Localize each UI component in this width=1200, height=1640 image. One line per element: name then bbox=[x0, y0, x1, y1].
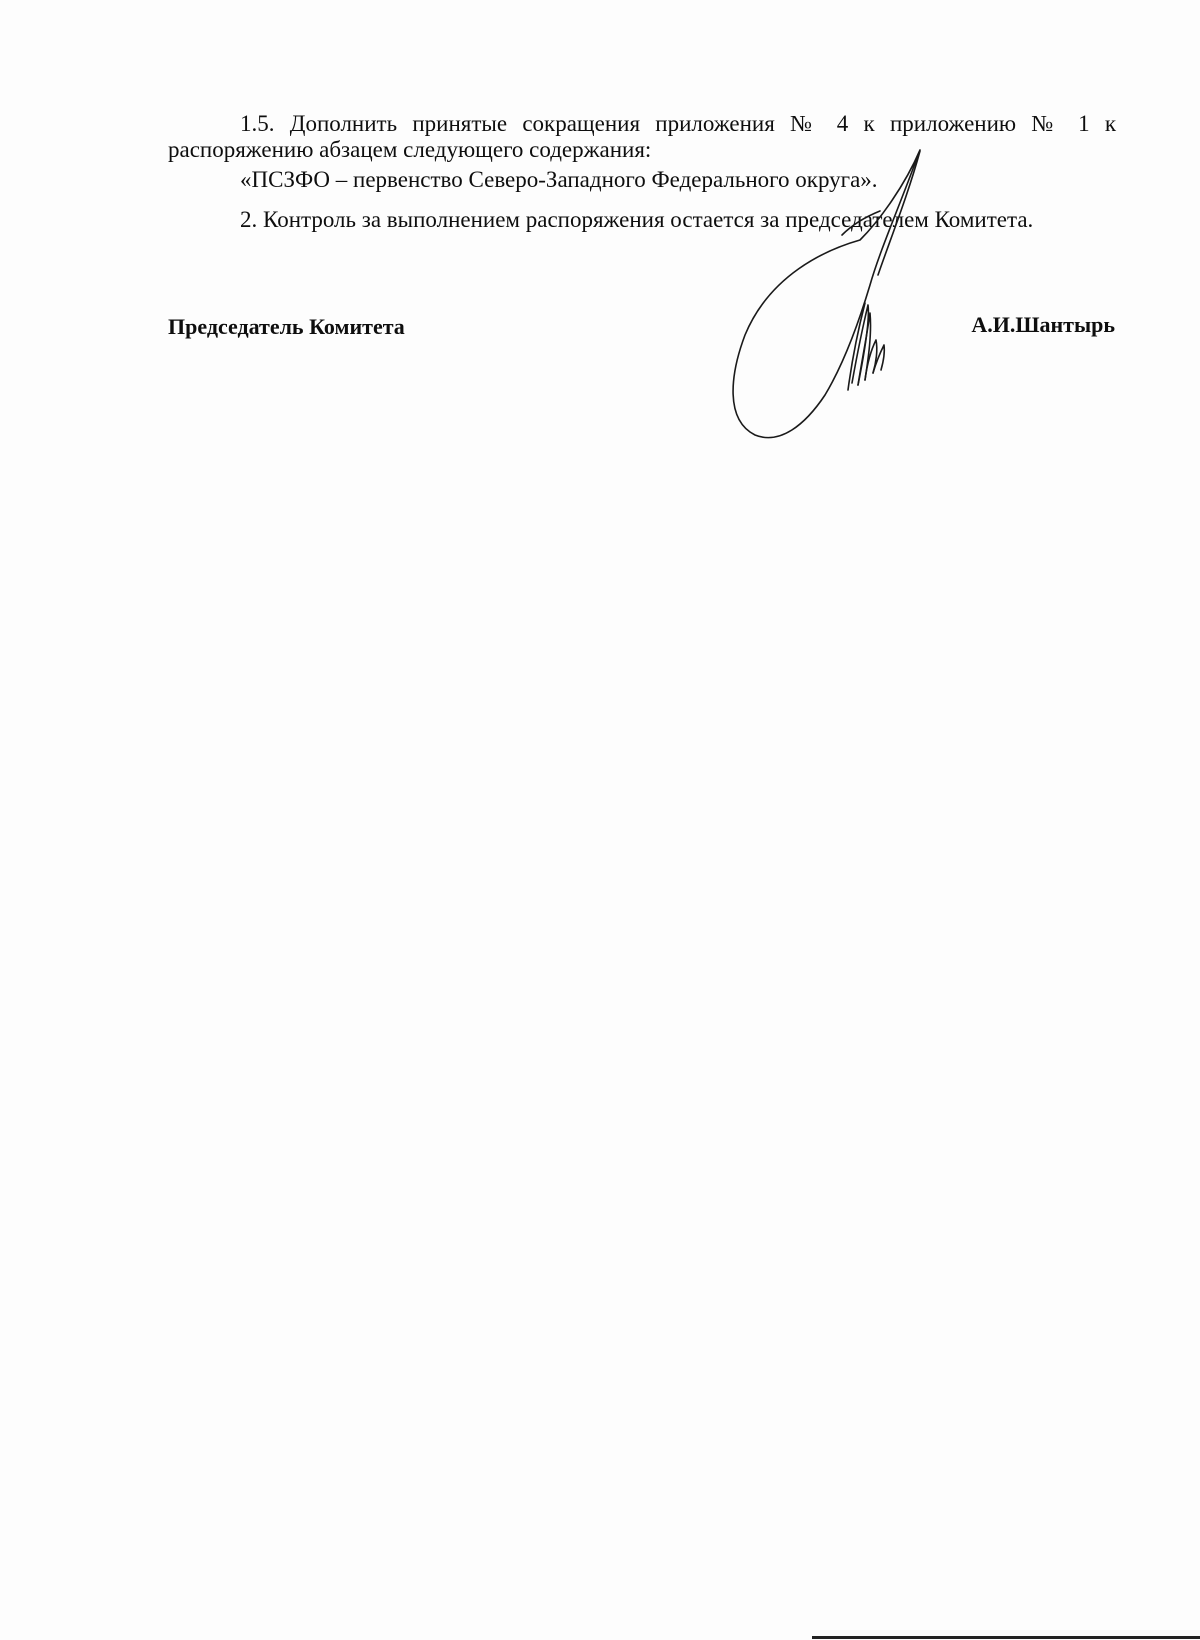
handwritten-signature bbox=[730, 145, 970, 445]
abbreviation-quote: «ПСЗФО – первенство Северо-Западного Федерального округа». bbox=[240, 167, 878, 192]
signer-title: Председатель Комитета bbox=[168, 314, 405, 339]
paragraph-2: 2. Контроль за выполнением распоряжения остается за председателем Комитета. bbox=[240, 207, 1034, 232]
paragraph-1-5: 1.5. Дополнить принятые сокращения приложения № 4 к приложению № 1 к распоряжению абзацем следующего содержания: bbox=[168, 111, 1116, 162]
signer-name: А.И.Шантырь bbox=[971, 312, 1115, 337]
bottom-edge-line bbox=[812, 1636, 1200, 1639]
